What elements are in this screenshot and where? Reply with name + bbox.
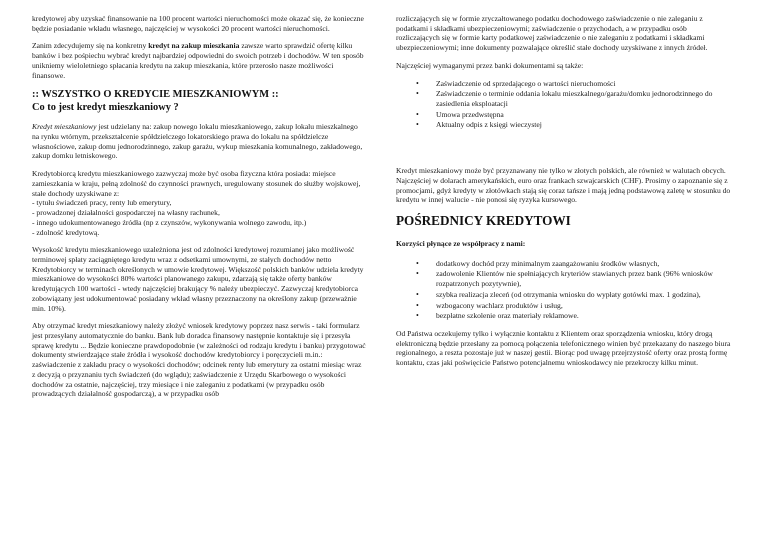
list-item: • Aktualny odpis z księgi wieczystej [396, 120, 732, 130]
borrower-item-pension: - tytułu świadczeń pracy, renty lub emerytury, [32, 198, 172, 208]
paragraph-loan-amount: Wysokość kredytu mieszkaniowego uzależniona jest od zdolności kredytowej rozumianej jako możliwość terminowej spłaty zaciągniętego kredytu wraz z odsetkami umownymi, ze stałych dochodów netto Kredytobiorcy w terminach określonych w umowie kredytowej. Większość polskich banków udziela kredyty mieszkaniowe do wysokości 80% wartości planowanego zakupu, zdarzają się także oferty banków kredytujących 100 wartości - wtedy najczęściej brakujący % należy ubezpieczyć. Zazwyczaj kredytobiorca zobowiązany jest udokumentować posiadany wkład własny przeznaczony na określony zakup (przeważnie min. 10%). [32, 245, 364, 313]
benefits-subheading: Korzyści płynące ze współpracy z nami: [396, 238, 526, 248]
spacer [396, 138, 732, 166]
list-item: • Zaświadczenie o terminie oddania lokalu mieszkalnego/garażu/domku jednorodzinnego do zasiedlenia eksploatacji [396, 89, 732, 108]
term-kredyt-mieszkaniowy: Kredyt mieszkaniowy [32, 122, 97, 132]
heading-line-1: :: WSZYSTKO O KREDYCIE MIESZKANIOWYM :: [32, 89, 279, 101]
compare-text-end: zawsze warto sprawdzić ofertę kilku banków i bez pośpiechu wybrać kredyt najbardziej odpowiedni do swoich potrzeb i dochodów. W ten sposób unikniemy wieloletniego spłacania kredytu na zakup mieszkania, które przerosło nasze możliwości finansowe. [32, 41, 364, 80]
list-item: • wzbogacony wachlarz produktów i usług, [396, 301, 732, 311]
paragraph-definition [32, 122, 366, 161]
left-column [32, 14, 366, 407]
borrower-item-capacity: - zdolność kredytową. [32, 227, 100, 237]
required-documents-list [396, 79, 732, 131]
keyword-kredyt-na-zakup: kredyt na zakup mieszkania [148, 41, 240, 51]
borrower-intro: Kredytobiorcą kredytu mieszkaniowego zazwyczaj może być osoba fizyczna która posiada: miejsce zamieszkania w kraju, pełną zdolność do czynności prawnych, uregulowany stosunek do służby wojskowej, stałe dochody uzyskiwane z: [32, 169, 361, 198]
paragraph-application: Aby otrzymać kredyt mieszkaniowy należy złożyć wniosek kredytowy poprzez nasz serwis - taki formularz jest przesyłany automatycznie do banku. Bank lub doradca finansowy następnie kontaktuje się i przesyła sprawę kredytu ... Będzie konieczne prawdopodobnie (w zależności od rodzaju kredytu i banku) przygotować dokumenty stwierdzające stałe źródła i wysokość dochodów kredytobiorcy i poręczycieli m.in.: zaświadczenie z zakładu pracy o wysokości dochodów; odcinek renty lub emerytury za ostatni miesiąc wraz z decyzją o przyznaniu tych świadczeń (do wglądu); zaświadczenie z Urzędu Skarbowego o wysokości dochodów za ostatnie, najczęściej, trzy miesiące i nie zaleganiu z podatkami (w przypadku osób prowadzących działalność gospodarczą), a w przypadku osób [32, 321, 366, 399]
paragraph-financing: kredytowej aby uzyskać finansowanie na 100 procent wartości nieruchomości może okazać się, że konieczne będzie posiadanie wkładu własnego, najczęściej w wysokości 20 procent wartości nieruchomości. [32, 14, 364, 33]
paragraph-tax-documents: rozliczających się w formie zryczałtowanego podatku dochodowego zaświadczenie o nie zaleganiu z podatkami i składkami ubezpieczeniowymi; zaświadczenie o przychodach, a w przypadku osób rozliczających się w formie karty podatkowej zaświadczenie o nie zaleganiu z podatkami i składkami ubezpieczeniowymi; inne dokumenty pozwalające określić stałe dochody uzyskiwane z innych źródeł. [396, 14, 708, 53]
list-item: • zadowolenie Klientów nie spełniających kryteriów stawianych przez bank (96% wniosków rozpatrzonych pozytywnie), [396, 269, 732, 288]
compare-text-start: Zanim zdecydujemy się na konkretny [32, 41, 149, 51]
list-item: • Umowa przedwstępna [396, 110, 732, 120]
benefits-list [396, 259, 732, 321]
list-item: • dodatkowy dochód przy minimalnym zaangażowaniu środków własnych, [396, 259, 732, 269]
list-item: • bezpłatne szkolenie oraz materiały reklamowe. [396, 311, 732, 321]
heading-line-2: Co to jest kredyt mieszkaniowy ? [32, 102, 179, 114]
paragraph-required-docs: Najczęściej wymaganymi przez banki dokumentami są także: [396, 60, 584, 70]
borrower-item-business: - prowadzonej działalności gospodarczej na własny rachunek, [32, 208, 220, 218]
list-item: • szybka realizacja zleceń (od otrzymania wniosku do wypłaty gotówki max. 1 godzina), [396, 290, 732, 300]
paragraph-compare-offers [32, 41, 366, 80]
paragraph-currencies: Kredyt mieszkaniowy może być przyznawany nie tylko w złotych polskich, ale również w walutach obcych. Najczęściej w dolarach amerykańskich, euro oraz frankach szwajcarskich (CHF). Prosimy o zapoznanie się z promocjami, gdyż kredyty w złotówkach stają się coraz tańsze i mają jedną podstawową zaletę w stosunku do kredytu w innej walucie - nie ponosi się ryzyka kursowego. [396, 166, 731, 205]
borrower-item-other: - innego udokumentowanego źródła (np z czynszów, wykonywania wolnego zawodu, itp.) [32, 217, 307, 227]
section-heading-posrednicy: POŚREDNICY KREDYTOWI [396, 213, 571, 229]
section-heading-kredyt-mieszkaniowy [32, 88, 366, 114]
list-item: • Zaświadczenie od sprzedającego o wartości nieruchomości [396, 79, 732, 89]
paragraph-contact: Od Państwa oczekujemy tylko i wyłącznie kontaktu z Klientem oraz sporządzenia wniosku, który drogą elektroniczną będzie przesłany za pomocą połączenia telefonicznego winien być przekazany do naszego biura regionalnego, a reszta pozostaje już w naszej gestii. Biorąc pod uwagę przejrzystość oferty oraz prostą formę kontaktu, czas jaki poświęcicie Państwo potencjalnemu wnioskodawcy nie przekroczy kilku minut. [396, 328, 731, 368]
definition-text: jest udzielany na: zakup nowego lokalu mieszkaniowego, zakup lokalu mieszkalnego na rynku wtórnym, przekształcenie spółdzielczego lokatorskiego prawa do lokalu na spółdzielcze własnościowe, zakup domu jednorodzinnego, zakup garażu, wykup mieszkania komunalnego, zakładowego, zakup domku letniskowego. [32, 122, 363, 161]
paragraph-borrower [32, 169, 366, 237]
right-column [396, 14, 732, 376]
